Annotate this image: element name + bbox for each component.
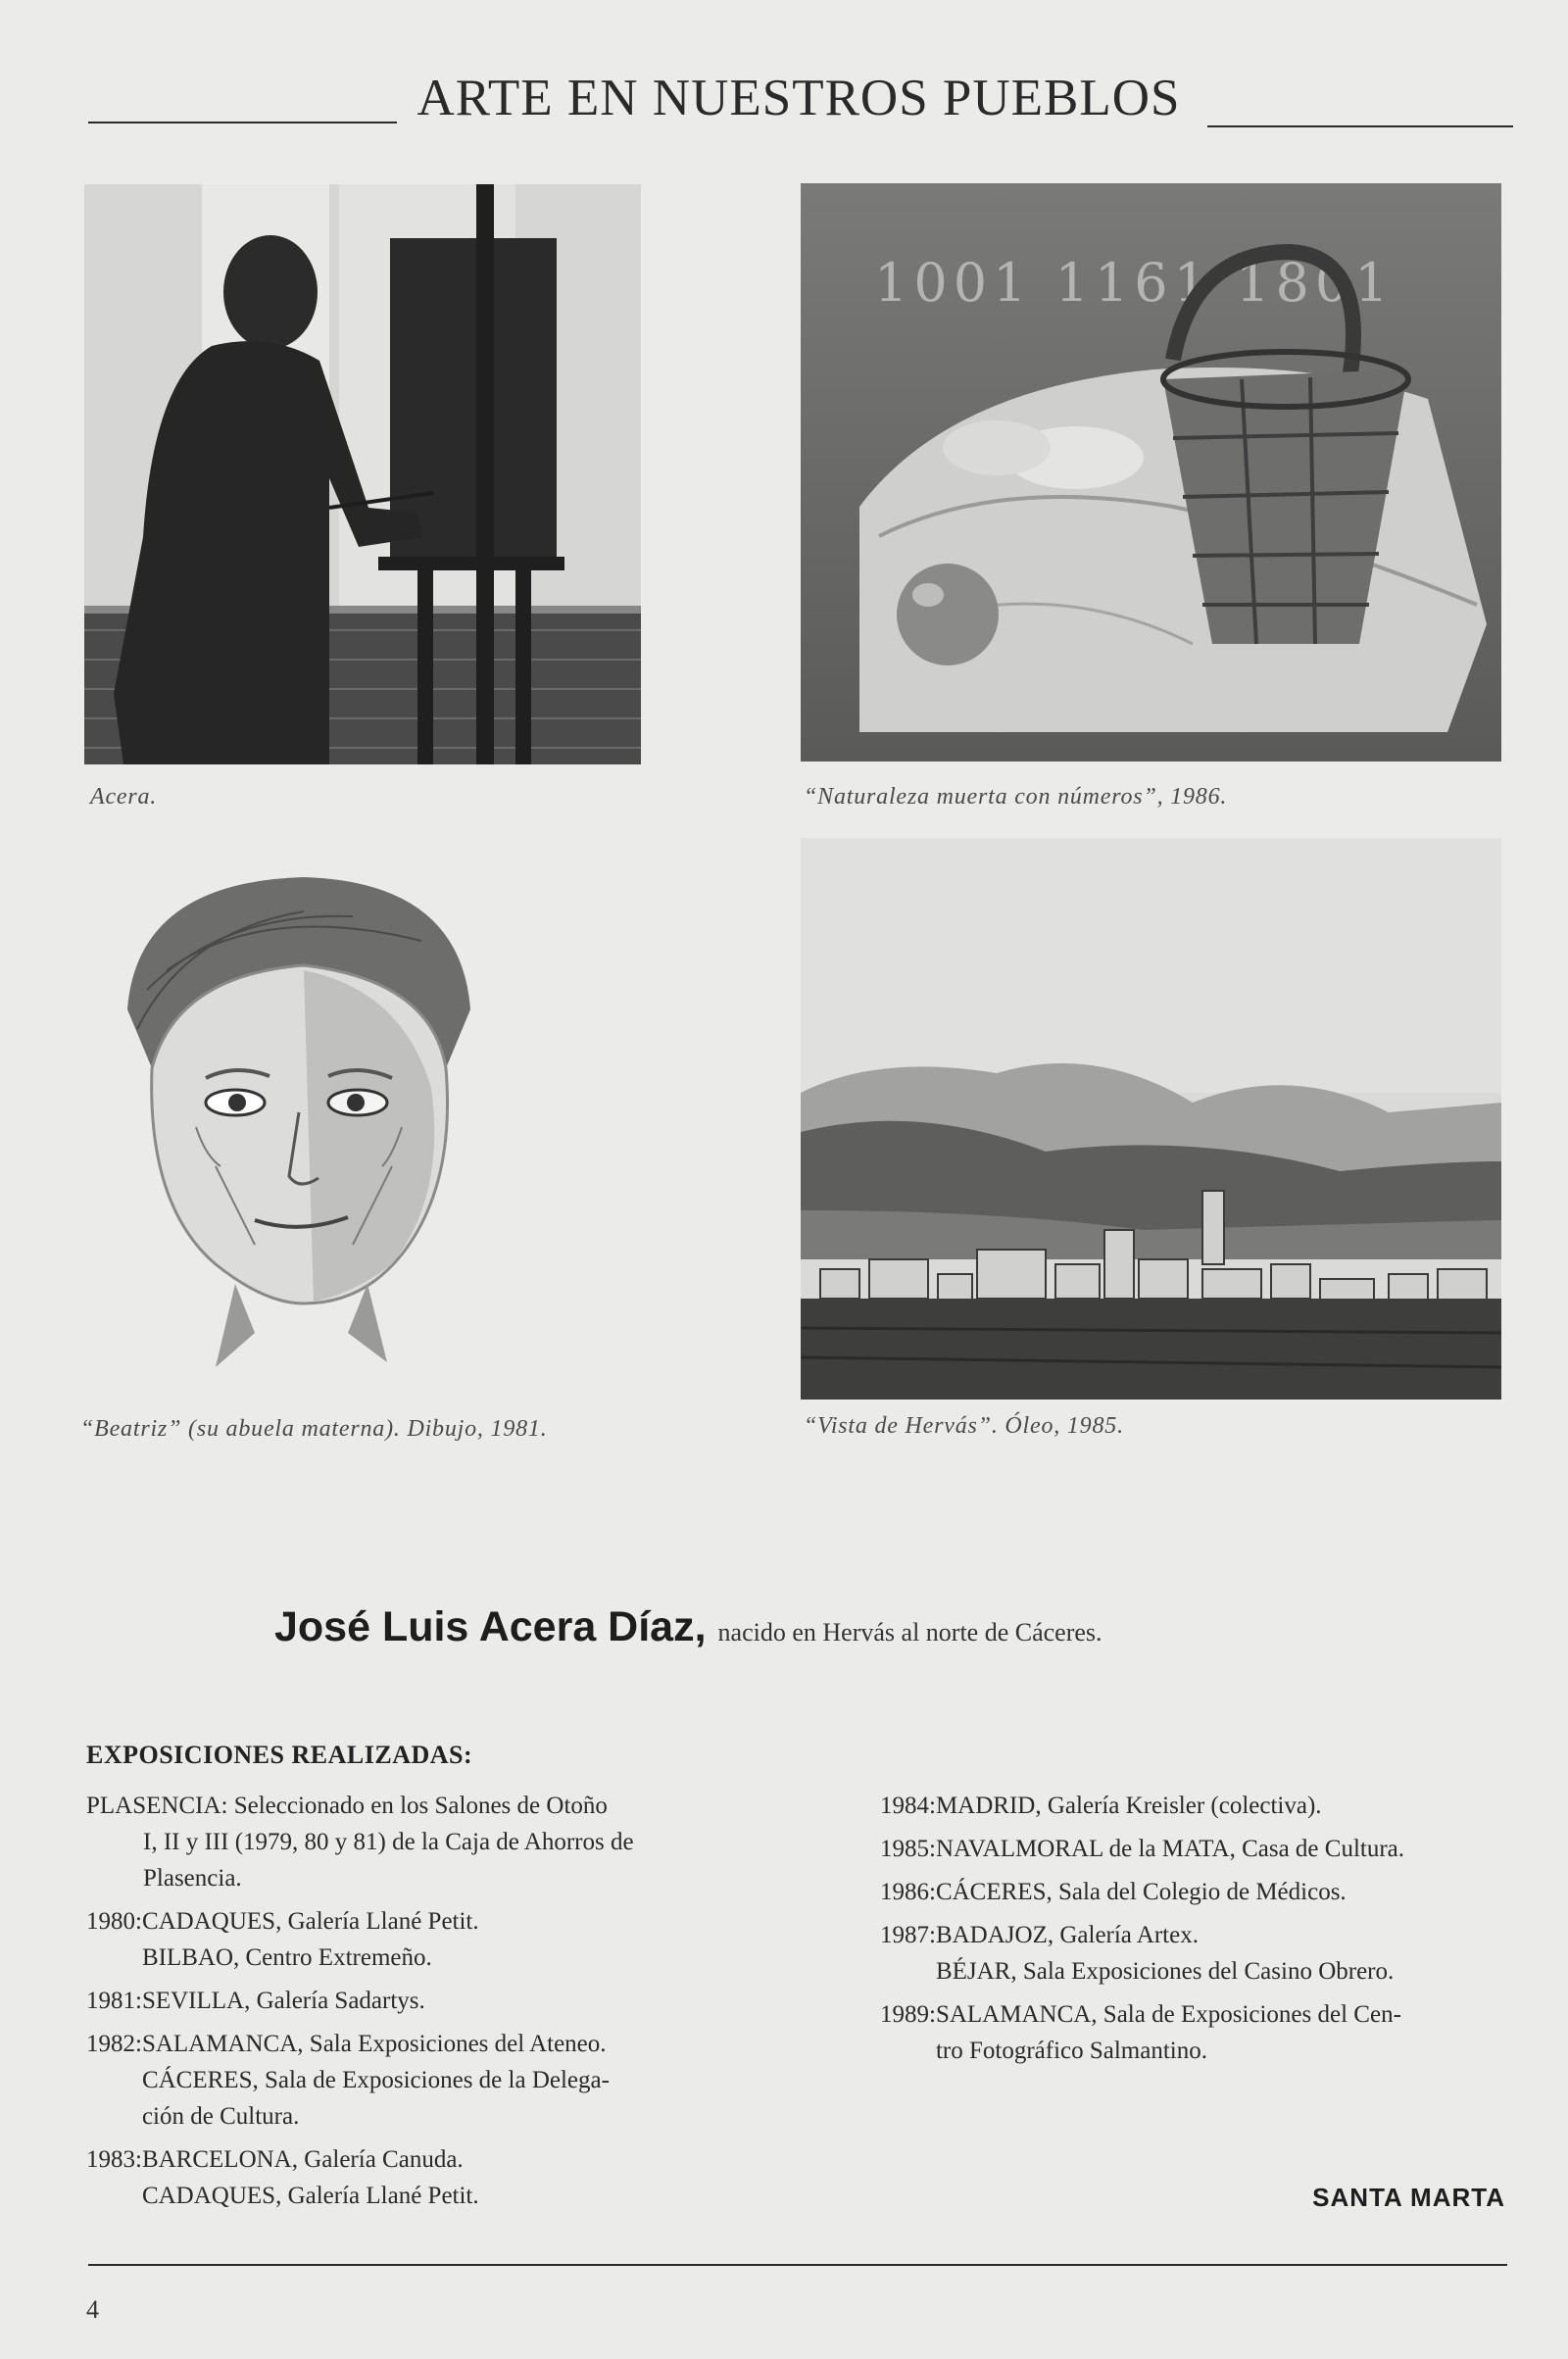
- portrait-drawing: [108, 872, 480, 1382]
- exhibition-entry-1985: [880, 1831, 1527, 1867]
- exhibition-line: ción de Cultura.: [141, 2103, 300, 2130]
- exhibition-year: 1987:: [880, 1922, 936, 1948]
- exhibition-year: 1984:: [880, 1793, 936, 1819]
- header-rule-right: [1207, 125, 1513, 127]
- author-signature: SANTA MARTA: [1312, 2183, 1505, 2212]
- exhibition-year: 1983:: [86, 2146, 142, 2173]
- exhibition-year: 1986:: [880, 1879, 936, 1905]
- plasencia-line-3: Plasencia.: [143, 1865, 242, 1892]
- exhibition-line: CADAQUES, Galería Llané Petit.: [141, 2183, 479, 2209]
- artist-heading: [274, 1603, 1102, 1651]
- footer-rule: [88, 2264, 1507, 2266]
- plasencia-line-2: I, II y III (1979, 80 y 81) de la Caja de Ahorros de: [143, 1829, 634, 1855]
- caption-landscape: “Vista de Hervás”. Óleo, 1985.: [804, 1413, 1124, 1439]
- artist-description: nacido en Hervás al norte de Cáceres.: [717, 1618, 1102, 1646]
- page-number: 4: [86, 2295, 99, 2324]
- exhibition-line: CÁCERES, Sala de Exposiciones de la Delega-: [141, 2067, 610, 2093]
- landscape-painting: [801, 838, 1501, 1400]
- exhibition-entry-1984: [880, 1788, 1527, 1824]
- exhibition-entry-plasencia: [86, 1788, 753, 1896]
- exhibition-line: MADRID, Galería Kreisler (colectiva).: [935, 1793, 1322, 1819]
- exhibition-line: BARCELONA, Galería Canuda.: [141, 2146, 464, 2173]
- exhibition-entry-1987: [880, 1917, 1527, 1990]
- plasencia-label: PLASENCIA:: [86, 1793, 228, 1819]
- artist-name: José Luis Acera Díaz,: [274, 1603, 707, 1650]
- exhibition-line: CÁCERES, Sala del Colegio de Médicos.: [935, 1879, 1347, 1905]
- exhibition-entry-1980: [86, 1903, 753, 1976]
- artist-photo: [84, 184, 641, 764]
- caption-still-life: “Naturaleza muerta con números”, 1986.: [804, 784, 1228, 810]
- exhibition-year: 1980:: [86, 1908, 142, 1935]
- caption-artist-photo: Acera.: [90, 784, 158, 810]
- exhibition-line: BÉJAR, Sala Exposiciones del Casino Obrero.: [935, 1958, 1395, 1985]
- exhibition-entry-1989: [880, 1996, 1527, 2069]
- exhibitions-right-column: [880, 1788, 1527, 2076]
- exhibition-year: 1981:: [86, 1988, 142, 2014]
- exhibitions-heading: EXPOSICIONES REALIZADAS:: [86, 1741, 473, 1769]
- exhibition-line: SALAMANCA, Sala de Exposiciones del Cen-: [935, 2001, 1401, 2028]
- painted-numbers: 1001 1161 1801: [874, 252, 1395, 314]
- exhibition-year: 1985:: [880, 1836, 936, 1862]
- exhibition-line: BILBAO, Centro Extremeño.: [141, 1944, 432, 1971]
- exhibition-entry-1981: [86, 1983, 753, 2019]
- exhibition-line: BADAJOZ, Galería Artex.: [935, 1922, 1199, 1948]
- exhibition-line: SEVILLA, Galería Sadartys.: [141, 1988, 425, 2014]
- exhibitions-left-column: [86, 1788, 753, 2221]
- caption-portrait: “Beatriz” (su abuela materna). Dibujo, 1981.: [80, 1416, 548, 1442]
- exhibition-line: CADAQUES, Galería Llané Petit.: [141, 1908, 479, 1935]
- exhibition-entry-1986: [880, 1874, 1527, 1910]
- exhibition-entry-1982: [86, 2026, 753, 2135]
- plasencia-line-1: [86, 1788, 753, 1824]
- exhibition-line: SALAMANCA, Sala Exposiciones del Ateneo.: [141, 2031, 607, 2057]
- exhibition-year: 1982:: [86, 2031, 142, 2057]
- header-rule-left: [88, 122, 397, 123]
- plasencia-text-1: Seleccionado en los Salones de Otoño: [233, 1793, 608, 1819]
- section-title: ARTE EN NUESTROS PUEBLOS: [416, 70, 1181, 126]
- still-life-painting: [801, 183, 1501, 762]
- exhibition-line: NAVALMORAL de la MATA, Casa de Cultura.: [935, 1836, 1405, 1862]
- exhibition-entry-1983: [86, 2141, 753, 2214]
- exhibition-line: tro Fotográfico Salmantino.: [935, 2038, 1207, 2064]
- exhibition-year: 1989:: [880, 2001, 936, 2028]
